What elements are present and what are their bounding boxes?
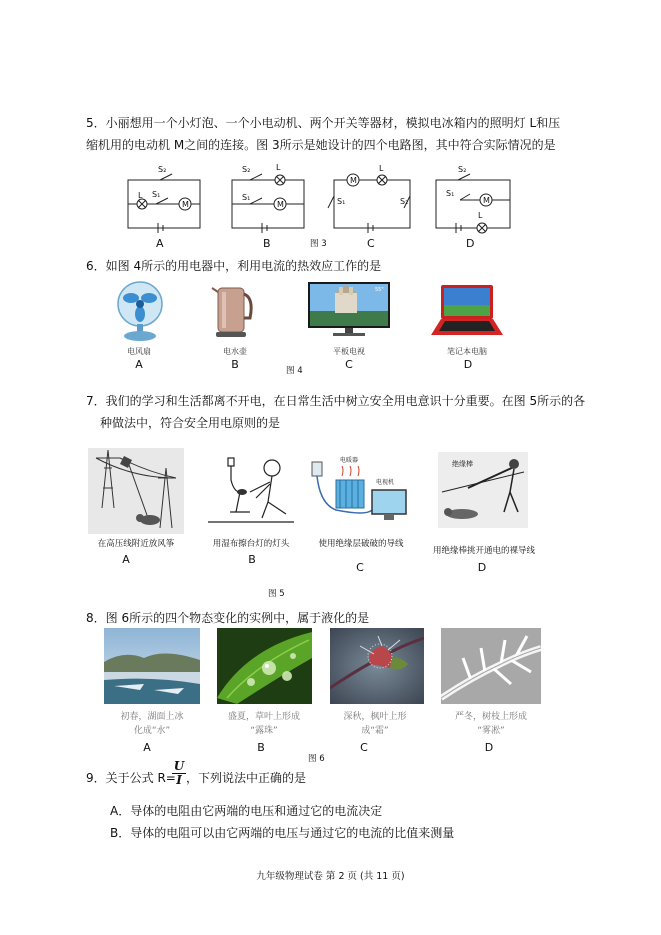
wiping-lamp-image <box>206 452 296 532</box>
melting-ice-photo <box>104 628 200 704</box>
q6-caption-b: 电水壶 <box>223 347 247 356</box>
q7-caption-b: 用湿布擦台灯的灯头 <box>212 539 290 549</box>
q8-option-b: B <box>257 741 265 754</box>
q5-option-a: A <box>156 237 164 250</box>
q5-option-b: B <box>263 237 271 250</box>
q9-denominator: I <box>172 773 186 787</box>
q7-option-b: B <box>248 553 256 566</box>
laptop-image <box>427 283 505 339</box>
insulating-rod-image <box>438 452 528 528</box>
kite-near-power-lines-image <box>88 448 184 534</box>
q5-line2: 缩机用的电动机 M之间的连接。图 3所示是她设计的四个电路图，其中符合实际情况的是 <box>86 138 556 152</box>
q8-text: 8．图 6所示的四个物态变化的实例中，属于液化的是 <box>86 611 370 625</box>
q6-option-c: C <box>345 358 353 371</box>
q8-caption-a-line1: 初春，湖面上冰 <box>120 712 184 722</box>
tv-label: 电视机 <box>376 479 395 486</box>
circuit-b <box>232 174 304 233</box>
c-s2-label: S₂ <box>400 197 409 206</box>
q7-line1: 7．我们的学习和生活都离不开电，在日常生活中树立安全用电意识十分重要。在图 5所示的各 <box>86 394 586 408</box>
a-s1-label: S₁ <box>152 190 161 199</box>
page-footer: 九年级物理试卷 第 2 页 (共 11 页) <box>256 871 405 882</box>
q5-line1: 5．小丽想用一个小灯泡、一个小电动机、两个开关等器材，模拟电冰箱内的照明灯 L和压 <box>86 116 561 130</box>
q8-option-a: A <box>143 741 151 754</box>
b-s1-label: S₁ <box>242 193 251 202</box>
q7-line2: 种做法中，符合安全用电原则的是 <box>100 416 281 430</box>
damaged-wire-appliances-image <box>306 454 416 530</box>
q7-figure-label: 图 5 <box>268 589 285 599</box>
q7-option-c: C <box>356 561 364 574</box>
q6-option-d: D <box>463 358 473 371</box>
q8-caption-c-line2: 成“霜” <box>361 726 389 736</box>
circuit-d <box>436 174 510 233</box>
c-lamp-label: L <box>379 164 384 173</box>
q6-option-a: A <box>135 358 143 371</box>
electric-kettle-image <box>210 284 256 340</box>
q6-figure-label: 图 4 <box>286 366 303 376</box>
q6-text: 6．如图 4所示的用电器中，利用电流的热效应工作的是 <box>86 259 382 273</box>
rod-label: 绝缘棒 <box>452 460 473 468</box>
d-s2-label: S₂ <box>458 165 467 174</box>
q7-option-a: A <box>122 553 130 566</box>
q9-option-b: B．导体的电阻可以由它两端的电压与通过它的电流的比值来测量 <box>110 826 455 840</box>
q8-figure-label: 图 6 <box>308 754 325 764</box>
q8-caption-a-line2: 化成“水” <box>133 726 171 736</box>
q8-caption-b-line2: “露珠” <box>250 726 278 736</box>
d-lamp-label: L <box>478 211 483 220</box>
q9-prefix: 9．关于公式 R= <box>86 771 176 785</box>
b-lamp-label: L <box>276 163 281 172</box>
q6-caption-c: 平板电视 <box>333 347 365 356</box>
q6-caption-a: 电风扇 <box>127 347 151 356</box>
q8-caption-b-line1: 盛夏，草叶上形成 <box>227 712 300 722</box>
q7-caption-d: 用绝缘棒挑开通电的裸导线 <box>432 546 535 556</box>
b-s2-label: S₂ <box>242 165 251 174</box>
q6-caption-d: 笔记本电脑 <box>447 347 487 356</box>
q7-caption-c: 使用绝缘层破破的导线 <box>318 539 404 549</box>
q5-option-d: D <box>466 237 475 250</box>
q9-option-a: A．导体的电阻由它两端的电压和通过它的电流决定 <box>110 804 383 818</box>
q8-caption-d-line2: “雾凇” <box>477 726 505 736</box>
q5-option-c: C <box>367 237 375 250</box>
flat-tv-image <box>307 281 391 339</box>
b-motor-symbol: M <box>277 200 284 209</box>
d-motor-symbol: M <box>483 196 490 205</box>
tv-size-badge: 55" <box>375 287 384 293</box>
a-lamp-label: L <box>138 191 143 200</box>
dew-on-leaf-photo <box>217 628 312 704</box>
c-s1-label: S₁ <box>337 197 346 206</box>
a-motor-symbol: M <box>182 200 189 209</box>
electric-fan-image <box>112 280 168 342</box>
q9-fraction <box>172 760 186 787</box>
rime-on-branch-photo <box>441 628 541 704</box>
c-motor-symbol: M <box>350 176 357 185</box>
q7-caption-a: 在高压线附近放风筝 <box>97 539 175 549</box>
d-s1-label: S₁ <box>446 189 455 198</box>
q8-caption-c-line1: 深秋，枫叶上形 <box>343 712 407 722</box>
a-s2-label: S₂ <box>158 165 167 174</box>
circuit-a <box>128 174 200 233</box>
q5-figure-label: 图 3 <box>310 239 327 249</box>
q8-option-d: D <box>484 741 494 754</box>
q8-option-c: C <box>360 741 368 754</box>
heater-label: 电暖器 <box>340 457 359 464</box>
q6-option-b: B <box>231 358 239 371</box>
q7-option-d: D <box>477 561 487 574</box>
q9-suffix: ，下列说法中正确的是 <box>186 771 307 785</box>
frost-on-maple-photo <box>330 628 424 704</box>
q8-caption-d-line1: 严冬，树枝上形成 <box>454 712 527 722</box>
q9-numerator: U <box>173 759 185 773</box>
